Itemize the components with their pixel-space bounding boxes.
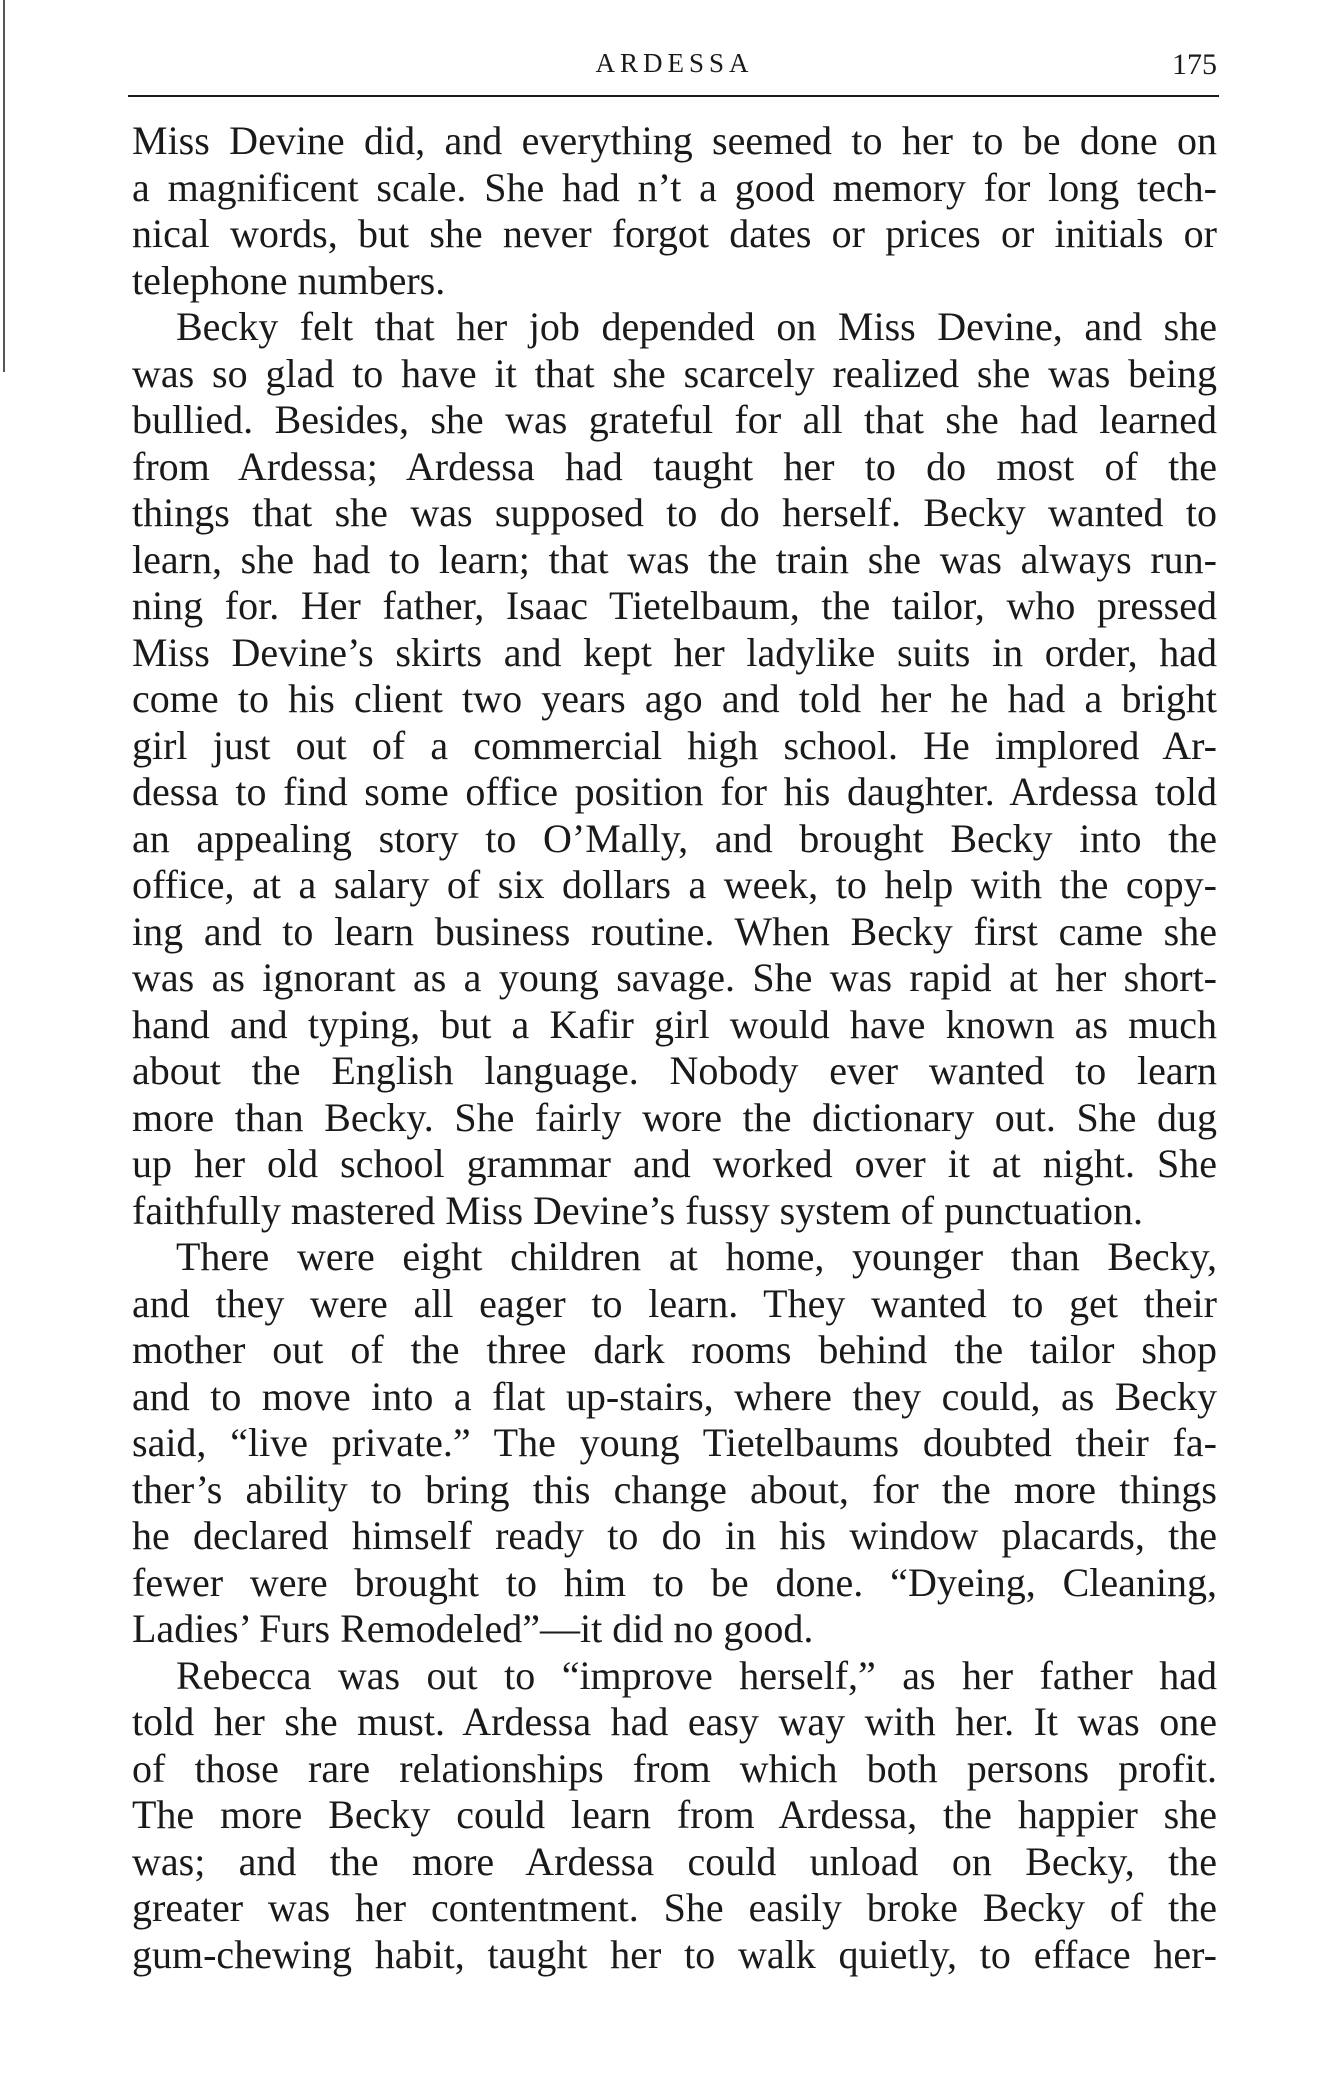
text-line: learn, she had to learn; that was the train she was always run- — [132, 536, 1217, 582]
text-line: and they were all eager to learn. They wanted to get their — [132, 1280, 1217, 1326]
body-text — [132, 118, 1217, 1978]
page-edge-line — [3, 0, 5, 372]
text-line: a magnificent scale. She had n’t a good memory for long tech- — [132, 164, 1217, 210]
text-line: bullied. Besides, she was grateful for all that she had learned — [132, 397, 1217, 442]
text-line: telephone numbers. — [132, 257, 446, 303]
text-line: hand and typing, but a Kafir girl would have known as much — [132, 1001, 1217, 1047]
text-line: gum-chewing habit, taught her to walk quietly, to efface her- — [132, 1931, 1217, 1977]
text-line: was so glad to have it that she scarcely realized she was being — [132, 350, 1217, 396]
text-line: Ladies’ Furs Remodeled”—it did no good. — [132, 1606, 814, 1651]
page-header — [132, 40, 1217, 96]
running-head: ARDESSA — [595, 48, 754, 78]
text-line: up her old school grammar and worked over it at night. She — [132, 1141, 1217, 1186]
text-line: about the English language. Nobody ever wanted to learn — [132, 1048, 1217, 1093]
text-line: Becky felt that her job depended on Miss Devine, and she — [176, 304, 1217, 349]
header-rule — [128, 95, 1219, 97]
text-line: dessa to find some office position for his daughter. Ardessa told — [132, 769, 1217, 814]
text-line: girl just out of a commercial high school. He implored Ar- — [132, 722, 1217, 768]
text-line: was; and the more Ardessa could unload on Becky, the — [132, 1838, 1217, 1884]
text-line: of those rare relationships from which both persons profit. — [132, 1745, 1217, 1791]
text-line: ther’s ability to bring this change about, for the more things — [132, 1466, 1217, 1512]
text-line: nical words, but she never forgot dates or prices or initials or — [132, 211, 1217, 256]
text-line: from Ardessa; Ardessa had taught her to do most of the — [132, 443, 1217, 489]
text-line: said, “live private.” The young Tietelbaums doubted their fa- — [132, 1420, 1217, 1465]
text-line: and to move into a flat up-stairs, where they could, as Becky — [132, 1373, 1217, 1419]
text-line: Rebecca was out to “improve herself,” as her father had — [176, 1652, 1217, 1698]
text-line: mother out of the three dark rooms behind the tailor shop — [132, 1327, 1217, 1372]
text-line: was as ignorant as a young savage. She was rapid at her short- — [132, 955, 1217, 1000]
text-line: told her she must. Ardessa had easy way with her. It was one — [132, 1699, 1217, 1744]
text-line: Miss Devine did, and everything seemed to her to be done on — [132, 118, 1217, 163]
text-line: ning for. Her father, Isaac Tietelbaum, the tailor, who pressed — [132, 583, 1217, 628]
page-number: 175 — [1172, 48, 1217, 81]
text-line: greater was her contentment. She easily broke Becky of the — [132, 1885, 1217, 1930]
text-line: ing and to learn business routine. When Becky first came she — [132, 908, 1217, 954]
text-line: more than Becky. She fairly wore the dictionary out. She dug — [132, 1094, 1217, 1140]
text-line: come to his client two years ago and told her he had a bright — [132, 676, 1217, 721]
text-line: Miss Devine’s skirts and kept her ladylike suits in order, had — [132, 629, 1217, 675]
text-line: he declared himself ready to do in his window placards, the — [132, 1513, 1217, 1558]
text-line: office, at a salary of six dollars a week, to help with the copy- — [132, 862, 1217, 907]
text-line: faithfully mastered Miss Devine’s fussy system of punctuation. — [132, 1187, 1143, 1233]
text-line: The more Becky could learn from Ardessa, the happier she — [132, 1792, 1217, 1837]
text-line: fewer were brought to him to be done. “Dyeing, Cleaning, — [132, 1559, 1217, 1605]
text-line: an appealing story to O’Mally, and brought Becky into the — [132, 815, 1217, 861]
text-line: There were eight children at home, younger than Becky, — [176, 1234, 1217, 1279]
text-line: things that she was supposed to do herself. Becky wanted to — [132, 490, 1217, 535]
